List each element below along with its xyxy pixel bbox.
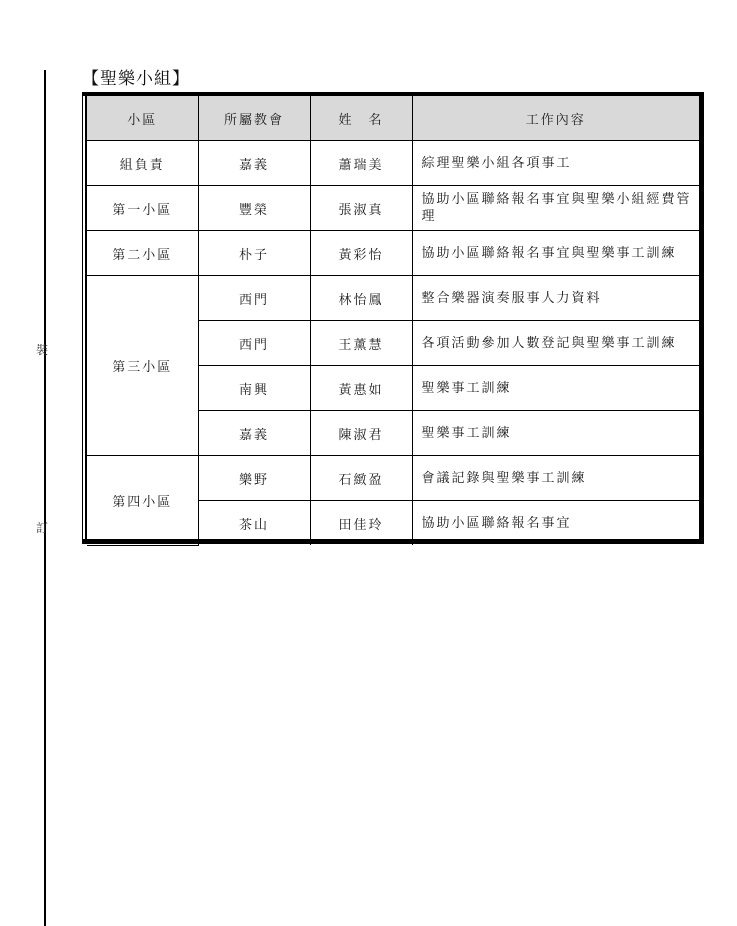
cell-work: 各項活動參加人數登記與聖樂事工訓練 — [412, 321, 699, 366]
cell-work: 協助小區聯絡報名事宜與聖樂事工訓練 — [412, 231, 699, 276]
table-row — [87, 231, 699, 276]
cell-church: 嘉義 — [198, 411, 310, 456]
binding-mark-ding: 訂 — [36, 521, 49, 535]
cell-work: 整合樂器演奏服事人力資料 — [412, 276, 699, 321]
cell-work: 聖樂事工訓練 — [412, 366, 699, 411]
binding-mark-zhuang: 裝 — [36, 343, 49, 357]
cell-name: 石緻盈 — [310, 456, 412, 501]
cell-district: 第四小區 — [87, 456, 198, 546]
cell-work: 綜理聖樂小組各項事工 — [412, 141, 699, 186]
cell-name: 黃惠如 — [310, 366, 412, 411]
header-work: 工作內容 — [412, 96, 699, 141]
table-row — [87, 141, 699, 186]
cell-work: 聖樂事工訓練 — [412, 411, 699, 456]
cell-name: 黃彩怡 — [310, 231, 412, 276]
cell-name: 蕭瑞美 — [310, 141, 412, 186]
table-row — [87, 276, 699, 321]
section-title: 【聖樂小組】 — [82, 69, 190, 89]
cell-work: 協助小區聯絡報名事宜 — [412, 501, 699, 546]
cell-church: 豐榮 — [198, 186, 310, 231]
cell-name: 田佳玲 — [310, 501, 412, 546]
table-header-row — [87, 96, 699, 141]
music-team-table — [87, 96, 699, 546]
cell-church: 樂野 — [198, 456, 310, 501]
cell-church: 南興 — [198, 366, 310, 411]
cell-church: 西門 — [198, 321, 310, 366]
cell-church: 朴子 — [198, 231, 310, 276]
cell-church: 嘉義 — [198, 141, 310, 186]
cell-church: 西門 — [198, 276, 310, 321]
header-name: 姓 名 — [310, 96, 412, 141]
cell-name: 王薰慧 — [310, 321, 412, 366]
cell-name: 林怡鳳 — [310, 276, 412, 321]
cell-name: 張淑真 — [310, 186, 412, 231]
cell-district: 組負責 — [87, 141, 198, 186]
table-row — [87, 186, 699, 231]
cell-district: 第三小區 — [87, 276, 198, 456]
table-row — [87, 456, 699, 501]
cell-work: 會議記錄與聖樂事工訓練 — [412, 456, 699, 501]
header-church: 所屬教會 — [198, 96, 310, 141]
cell-district: 第二小區 — [87, 231, 198, 276]
cell-church: 茶山 — [198, 501, 310, 546]
music-team-table-frame — [82, 92, 704, 544]
cell-work: 協助小區聯絡報名事宜與聖樂小組經費管理 — [412, 186, 699, 231]
cell-name: 陳淑君 — [310, 411, 412, 456]
cell-district: 第一小區 — [87, 186, 198, 231]
header-district: 小區 — [87, 96, 198, 141]
binding-margin-line — [44, 70, 46, 926]
